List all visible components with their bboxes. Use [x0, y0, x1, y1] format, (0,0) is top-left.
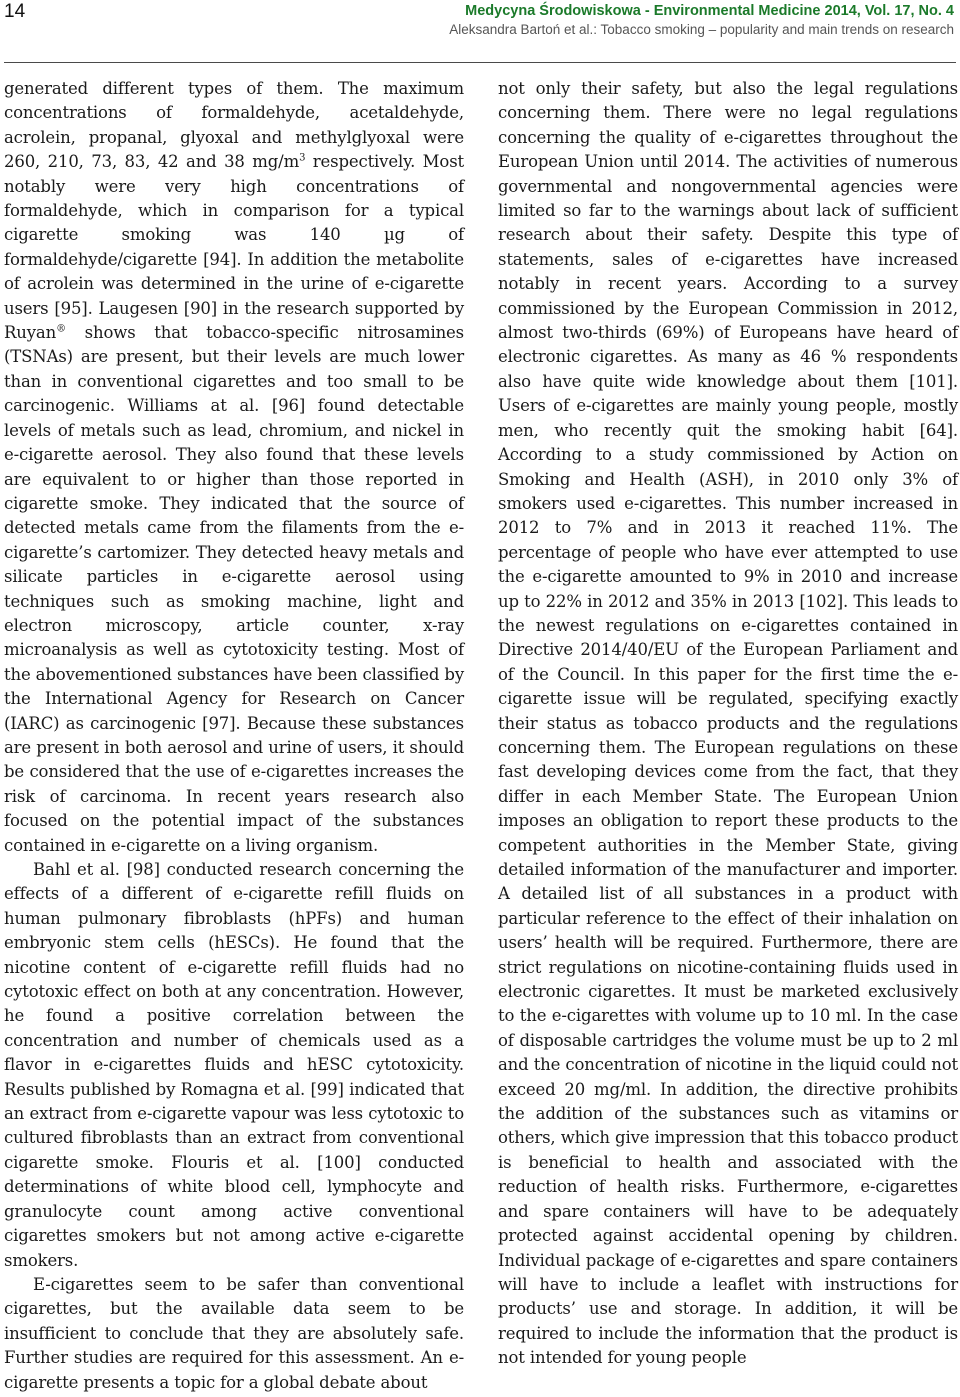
- running-head: [449, 2, 954, 39]
- article-citation: Aleksandra Bartoń et al.: Tobacco smoking – popularity and main trends on research: [449, 22, 954, 37]
- paragraph-text: shows that tobacco-specific nitrosamines (TSNAs) are present, but their levels are much lower than in conventional cigarettes and too small to be carcinogenic. Williams at al. [96] found detectable levels of metals such as lead, chromium, and nickel in e-cigarette aerosol. They also found that these levels are equivalent to or higher than those reported in cigarette smoke. They indicated that the source of detected metals came from the filaments from the e-cigarette’s cartomizer. They detected heavy metals and silicate particles in e-cigarette aerosol using techniques such as smoking machine, light and electron microscopy, article counter, x-ray microanalysis as well as cytotoxicity testing. Most of the abovementioned substances have been classified by the International Agency for Research on Cancer (IARC) as carcinogenic [97]. Because these substances are present in both aerosol and urine of users, it should be considered that the use of e-cigarettes increases the risk of carcinoma. In recent years research also focused on the potential impact of the substances contained in e-cigarette on a living organism.: [4, 323, 464, 855]
- paragraph-text: generated different types of them. The maximum concentrations of formaldehyde, acetaldehyde, acrolein, propanal, glyoxal and methylglyoxal were 260, 210, 73, 83, 42 and 38 mg/m: [4, 79, 464, 172]
- header-divider: [4, 62, 956, 63]
- left-column: [4, 77, 464, 1395]
- page-number: 14: [4, 1, 26, 22]
- paragraph: [4, 77, 464, 858]
- paragraph-text: respectively. Most notably were very high concentrations of formaldehyde, which in comparison for a typical cigarette smoking was 140 µg of formaldehyde/cigarette [94]. In addition the metabolite of acrolein was determined in the urine of e-cigarette users [95]. Laugesen [90] in the research supported by Ruyan: [4, 152, 464, 343]
- page-header: [0, 0, 960, 46]
- right-column: [498, 77, 958, 1371]
- paragraph: E-cigarettes seem to be safer than conventional cigarettes, but the available data seem to be insufficient to conclude that they are absolutely safe. Further studies are required for this assessment. An e-cigarette presents a topic for a global debate about: [4, 1274, 464, 1392]
- paragraph: not only their safety, but also the legal regulations concerning them. There were no legal regulations concerning the quality of e-cigarettes throughout the European Union until 2014. The activities of numerous governmental and nongovernmental agencies were limited so far to the warnings about lack of sufficient research about their safety. Despite this type of statements, sales of e-cigarettes have increased notably in recent years. According to a survey commissioned by the European Commission in 2012, almost two-thirds (69%) of Europeans have heard of electronic cigarettes. As many as 46 % respondents also have quite wide knowledge about them [101]. Users of e-cigarettes are mainly young people, mostly men, who recently quit the smoking habit [64]. According to a study commissioned by Action on Smoking and Health (ASH), in 2010 only 3% of smokers used e-cigarettes. This number increased in 2012 to 7% and in 2013 it reached 11%. The percentage of people who have ever attempted to use the e-cigarette amounted to 9% in 2010 and increase up to 22% in 2012 and 35% in 2013 [102]. This leads to the newest regulations on e-cigarettes contained in Directive 2014/40/EU of the European Parliament and of the Council. In this paper for the first time the e-cigarette issue will be regulated, specifying exactly their status as tobacco products and the regulations concerning them. The European regulations on these fast developing devices come from the fact, that they differ in each Member State. The European Union imposes an obligation to report these products to the competent authorities in the Member State, giving detailed information of the manufacturer and importer. A detailed list of all substances in a product with particular reference to the effect of their inhalation on users’ health will be required. Furthermore, there are strict regulations on nicotine-containing fluids used in electronic cigarettes. It must be marketed exclusively to the e-cigarettes with volume up to 10 ml. In the case of disposable cartridges the volume must be up to 2 ml and the concentration of nicotine in the liquid could not exceed 20 mg/ml. In addition, the directive prohibits the addition of the substances such as vitamins or others, which give impression that this tobacco product is beneficial to health and associated with the reduction of health risks. Furthermore, e-cigarettes and spare containers will have to be adequately protected against accidental opening by children. Individual package of e-cigarettes and spare containers will have to include a leaflet with instructions for products’ use and storage. In addition, it will be required to include the information that the product is not intended for young people: [498, 79, 958, 1368]
- superscript: 3: [299, 152, 306, 164]
- journal-title: Medycyna Środowiskowa - Environmental Medicine 2014, Vol. 17, No. 4: [465, 3, 954, 19]
- paragraph: Bahl et al. [98] conducted research concerning the effects of a different of e-cigarette refill fluids on human pulmonary fibroblasts (hPFs) and human embryonic stem cells (hESCs). He found that the nicotine content of e-cigarette refill fluids had no cytotoxic effect on both at any concentration. However, he found a positive correlation between the concentration and number of chemicals used as a flavor in e-cigarettes fluids and hESC cytotoxicity. Results published by Romagna et al. [99] indicated that an extract from e-cigarette vapour was less cytotoxic to cultured fibroblasts than an extract from conventional cigarette smoke. Flouris et al. [100] conducted determinations of white blood cell, lymphocyte and granulocyte count among active conventional cigarettes smokers but not among active e-cigarette smokers.: [4, 860, 464, 1270]
- registered-mark: ®: [56, 323, 66, 335]
